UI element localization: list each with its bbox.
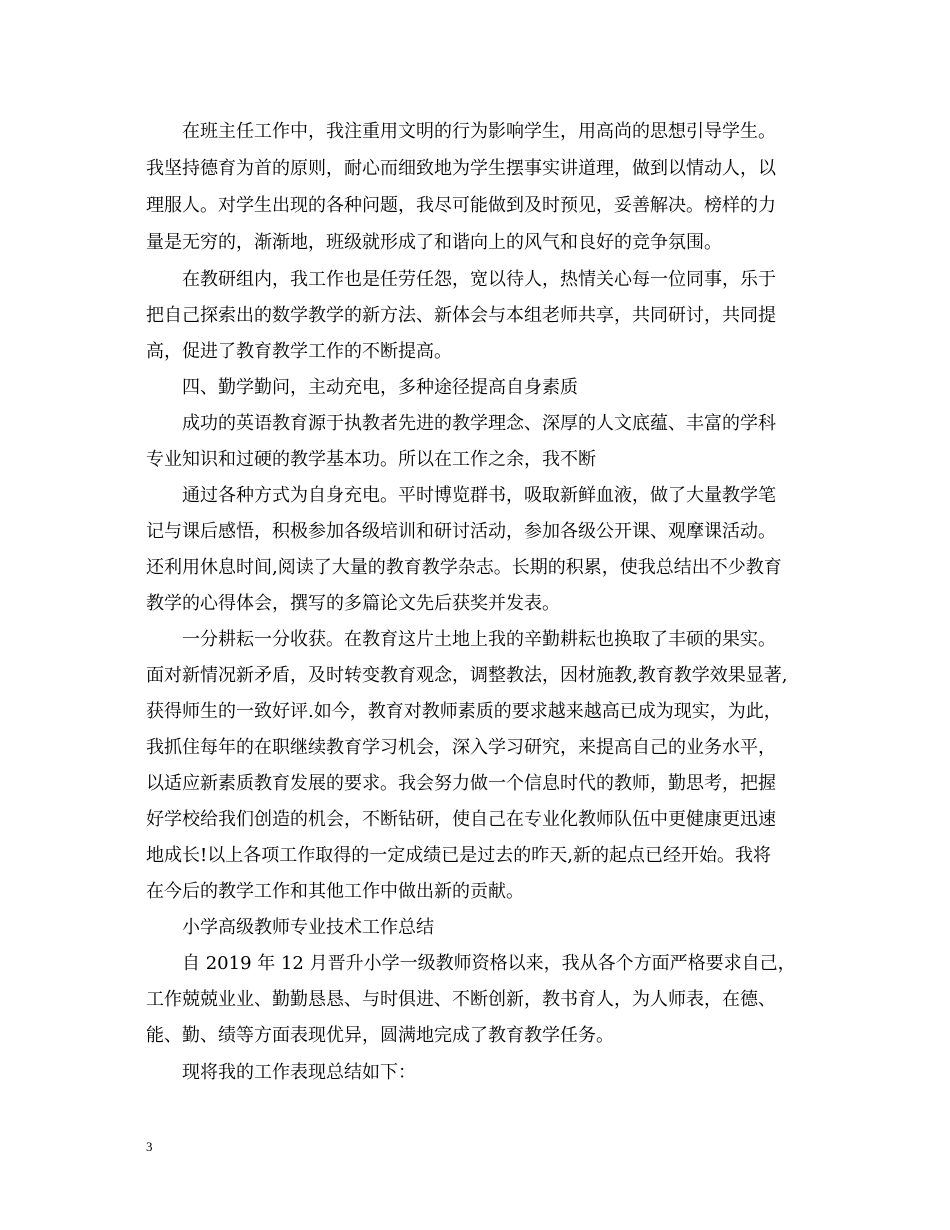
paragraph-line: 我坚持德育为首的原则，耐心而细致地为学生摆事实讲道理，做到以情动人，以 <box>146 158 776 179</box>
paragraph-line: 获得师生的一致好评.如今，教育对教师素质的要求越来越高已成为现实，为此， <box>146 701 782 722</box>
paragraph-line: 工作兢兢业业、勤勤恳恳、与时俱进、不断创新，教书育人，为人师表，在德、 <box>146 989 776 1010</box>
paragraph-line: 把自己探索出的数学教学的新方法、新体会与本组老师共享，共同研讨，共同提 <box>146 305 776 326</box>
paragraph-line: 好学校给我们创造的机会，不断钻研，使自己在专业化教师队伍中更健康更迅速 <box>146 809 776 830</box>
paragraph-line: 现将我的工作表现总结如下： <box>182 1062 416 1083</box>
paragraph-line: 专业知识和过硬的教学基本功。所以在工作之余，我不断 <box>146 449 596 470</box>
paragraph-line: 还利用休息时间,阅读了大量的教育教学杂志。长期的积累，使我总结出不少教育 <box>146 557 782 578</box>
paragraph-line: 在教研组内，我工作也是任劳任怨，宽以待人，热情关心每一位同事，乐于 <box>182 269 776 290</box>
paragraph-line: 我抓住每年的在职继续教育学习机会，深入学习研究，来提高自己的业务水平， <box>146 737 776 758</box>
paragraph-line: 在班主任工作中，我注重用文明的行为影响学生，用高尚的思想引导学生。 <box>182 121 776 142</box>
paragraph-line: 量是无穷的，渐渐地，班级就形成了和谐向上的风气和良好的竞争氛围。 <box>146 232 722 253</box>
paragraph-line: 能、勤、绩等方面表现优异，圆满地完成了教育教学任务。 <box>146 1025 614 1046</box>
paragraph-line: 高，促进了教育教学工作的不断提高。 <box>146 341 452 362</box>
paragraph-line: 面对新情况新矛盾，及时转变教育观念，调整教法，因材施教,教育教学效果显著, <box>146 665 788 686</box>
paragraph-line: 地成长!以上各项工作取得的一定成绩已是过去的昨天,新的起点已经开始。我将 <box>146 845 771 866</box>
page-number: 3 <box>146 1139 153 1154</box>
paragraph-line: 教学的心得体会，撰写的多篇论文先后获奖并发表。 <box>146 593 560 614</box>
paragraph-line: 通过各种方式为自身充电。平时博览群书，吸取新鲜血液，做了大量教学笔 <box>182 485 776 506</box>
paragraph-line: 自 2019 年 12 月晋升小学一级教师资格以来，我从各个方面严格要求自己， <box>182 953 796 974</box>
paragraph-line: 以适应新素质教育发展的要求。我会努力做一个信息时代的教师，勤思考，把握 <box>146 773 776 794</box>
paragraph-line: 在今后的教学工作和其他工作中做出新的贡献。 <box>146 881 524 902</box>
paragraph-line: 记与课后感悟，积极参加各级培训和研讨活动，参加各级公开课、观摩课活动。 <box>146 521 776 542</box>
paragraph-line: 一分耕耘一分收获。在教育这片土地上我的辛勤耕耘也换取了丰硕的果实。 <box>182 629 776 650</box>
paragraph-line: 理服人。对学生出现的各种问题，我尽可能做到及时预见，妥善解决。榜样的力 <box>146 195 776 216</box>
paragraph-line: 成功的英语教育源于执教者先进的教学理念、深厚的人文底蕴、丰富的学科 <box>182 413 776 434</box>
section-heading: 四、勤学勤问，主动充电，多种途径提高自身素质 <box>182 377 578 398</box>
section-heading: 小学高级教师专业技术工作总结 <box>182 917 434 938</box>
